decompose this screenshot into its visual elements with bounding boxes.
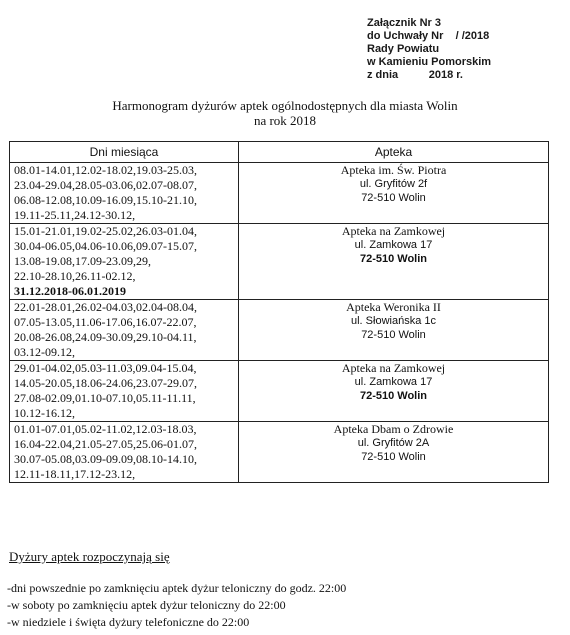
- pharmacy-name: Apteka Weronika II: [346, 300, 441, 314]
- title-line-2: na rok 2018: [253, 113, 317, 128]
- days-line: 10.12-16.12,: [14, 406, 75, 420]
- days-line: 14.05-20.05,18.06-24.06,23.07-29.07,: [14, 376, 197, 390]
- days-line: 06.08-12.08,10.09-16.09,15.10-21.10,: [14, 193, 197, 207]
- note-line: -w soboty po zamknięciu aptek dyżur teloniczny do 22:00: [7, 598, 286, 612]
- days-cell: [10, 361, 239, 422]
- pharmacy-address: ul. Zamkowa 17: [354, 239, 433, 251]
- days-cell: [10, 300, 239, 361]
- footer-heading: Dyżury aptek rozpoczynają się: [9, 549, 170, 564]
- table-header-row: [10, 142, 549, 163]
- days-line: 20.08-26.08,24.09-30.09,29.10-04.11,: [14, 330, 197, 344]
- pharmacy-address: ul. Gryfitów 2f: [359, 178, 428, 190]
- table-row: [10, 300, 549, 361]
- table-row: [10, 163, 549, 224]
- pharmacy-cell: [239, 422, 549, 483]
- days-line: 30.04-06.05,04.06-10.06,09.07-15.07,: [14, 239, 197, 253]
- days-line: 13.08-19.08,17.09-23.09,29,: [14, 254, 151, 268]
- pharmacy-city: 72-510 Wolin: [359, 253, 428, 265]
- pharmacy-cell: [239, 224, 549, 300]
- annex-line: Rady Powiatu: [367, 43, 440, 55]
- annex-header: [367, 17, 567, 82]
- days-line: 22.01-28.01,26.02-04.03,02.04-08.04,: [14, 300, 197, 314]
- pharmacy-name: Apteka Dbam o Zdrowie: [333, 422, 454, 436]
- footer-notes: [7, 580, 346, 631]
- days-cell: [10, 224, 239, 300]
- pharmacy-name: Apteka na Zamkowej: [341, 361, 446, 375]
- days-line: 23.04-29.04,28.05-03.06,02.07-08.07,: [14, 178, 197, 192]
- pharmacy-city: 72-510 Wolin: [361, 451, 426, 463]
- pharmacy-city: 72-510 Wolin: [361, 329, 426, 341]
- days-line: 12.11-18.11,17.12-23.12,: [14, 467, 136, 481]
- pharmacy-cell: [239, 300, 549, 361]
- days-line: 22.10-28.10,26.11-02.12,: [14, 269, 136, 283]
- annex-line: w Kamieniu Pomorskim: [367, 56, 492, 68]
- days-line: 15.01-21.01,19.02-25.02,26.03-01.04,: [14, 224, 197, 238]
- days-line: 07.05-13.05,11.06-17.06,16.07-22.07,: [14, 315, 197, 329]
- days-line: 29.01-04.02,05.03-11.03,09.04-15.04,: [14, 361, 197, 375]
- pharmacy-address: ul. Zamkowa 17: [354, 376, 433, 388]
- pharmacy-cell: [239, 163, 549, 224]
- pharmacy-cell: [239, 361, 549, 422]
- pharmacy-city: 72-510 Wolin: [361, 192, 426, 204]
- header-pharmacy: Apteka: [239, 142, 549, 163]
- pharmacy-address: ul. Słowiańska 1c: [351, 315, 436, 327]
- annex-line: Załącznik Nr 3: [367, 17, 441, 29]
- pharmacy-name: Apteka im. Św. Piotra: [340, 163, 447, 177]
- days-cell: [10, 422, 239, 483]
- days-line-bold: 31.12.2018-06.01.2019: [14, 284, 126, 298]
- header-days: Dni miesiąca: [10, 142, 239, 163]
- days-line: 16.04-22.04,21.05-27.05,25.06-01.07,: [14, 437, 197, 451]
- schedule-table: [9, 141, 549, 483]
- table-row: [10, 422, 549, 483]
- pharmacy-address: ul. Gryfitów 2A: [357, 437, 430, 449]
- table-row: [10, 224, 549, 300]
- days-line: 08.01-14.01,12.02-18.02,19.03-25.03,: [14, 163, 197, 177]
- days-line: 30.07-05.08,03.09-09.09,08.10-14.10,: [14, 452, 197, 466]
- table-row: [10, 361, 549, 422]
- note-line: -w niedziele i święta dyżury telefoniczne do 22:00: [7, 615, 250, 629]
- days-line: 03.12-09.12,: [14, 345, 75, 359]
- title-line-1: Harmonogram dyżurów aptek ogólnodostępnych dla miasta Wolin: [112, 98, 458, 113]
- annex-line: do Uchwały Nr / /2018: [367, 30, 490, 42]
- days-cell: [10, 163, 239, 224]
- days-line: 01.01-07.01,05.02-11.02,12.03-18.03,: [14, 422, 197, 436]
- note-line: -dni powszednie po zamknięciu aptek dyżur teloniczny do godz. 22:00: [7, 581, 347, 595]
- days-line: 19.11-25.11,24.12-30.12,: [14, 208, 136, 222]
- days-line: 27.08-02.09,01.10-07.10,05.11-11.11,: [14, 391, 196, 405]
- pharmacy-name: Apteka na Zamkowej: [341, 224, 446, 238]
- pharmacy-city: 72-510 Wolin: [359, 390, 428, 402]
- document-title: [20, 98, 550, 128]
- annex-line: z dnia 2018 r.: [367, 69, 463, 81]
